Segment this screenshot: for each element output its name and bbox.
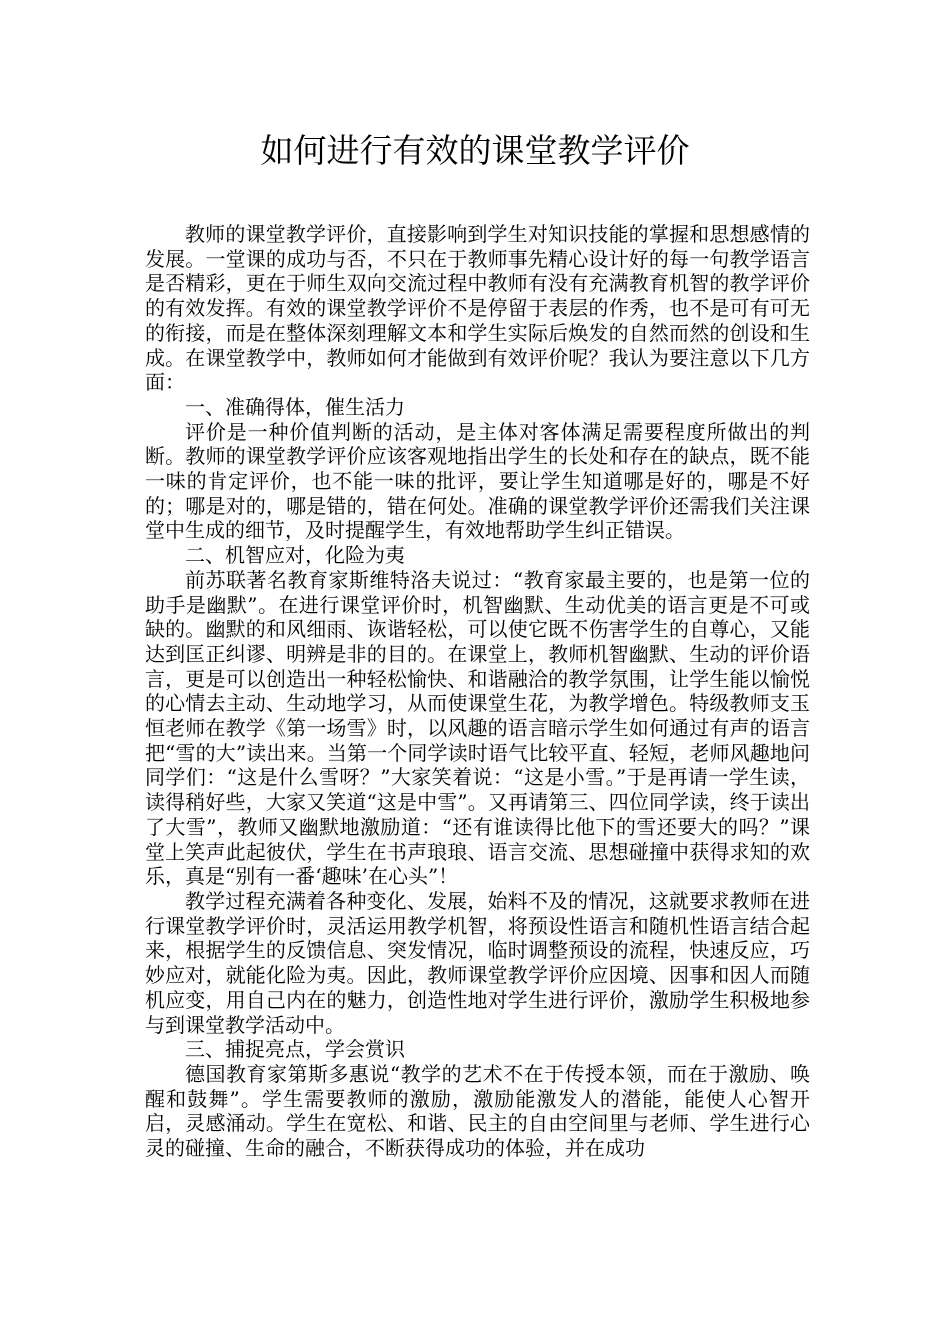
document-title: 如何进行有效的课堂教学评价 [260,131,690,170]
section-heading-1: 一、准确得体，催生活力 [185,394,405,419]
section-1-paragraph: 评价是一种价值判断的活动，是主体对客体满足需要程度所做出的判断。教师的课堂教学评价应该客观地指出学生的长处和存在的缺点，既不能一味的肯定评价，也不能一味的批评，要让学生知道哪是好的，哪是不好的；哪是对的，哪是错的，错在何处。准确的课堂教学评价还需我们关注课堂中生成的细节，及时提醒学生，有效地帮助学生纠正错误。 [145,419,810,543]
section-3-paragraph: 德国教育家第斯多惠说“教学的艺术不在于传授本领，而在于激励、唤醒和鼓舞”。学生需要教师的激励，激励能激发人的潜能，能使人心智开启，灵感涌动。学生在宽松、和谐、民主的自由空间里与老师、学生进行心灵的碰撞、生命的融合，不断获得成功的体验，并在成功 [145,1061,810,1161]
section-heading-3: 三、捕捉亮点，学会赏识 [185,1037,405,1062]
intro-paragraph: 教师的课堂教学评价，直接影响到学生对知识技能的掌握和思想感情的发展。一堂课的成功与否，不只在于教师事先精心设计好的每一句教学语言是否精彩，更在于师生双向交流过程中教师有没有充满教育机智的教学评价的有效发挥。有效的课堂教学评价不是停留于表层的作秀，也不是可有可无的衔接，而是在整体深刻理解文本和学生实际后焕发的自然而然的创设和生成。在课堂教学中，教师如何才能做到有效评价呢？我认为要注意以下几方面： [145,222,810,395]
section-2-paragraph-2: 教学过程充满着各种变化、发展，始料不及的情况，这就要求教师在进行课堂教学评价时，灵活运用教学机智，将预设性语言和随机性语言结合起来，根据学生的反馈信息、突发情况，临时调整预设的流程，快速反应，巧妙应对，就能化险为夷。因此，教师课堂教学评价应因境、因事和因人而随机应变，用自己内在的魅力，创造性地对学生进行评价，激励学生积极地参与到课堂教学活动中。 [145,888,810,1037]
document-body [145,222,810,1161]
section-heading-2: 二、机智应对，化险为夷 [185,543,405,568]
section-2-paragraph-1: 前苏联著名教育家斯维特洛夫说过：“教育家最主要的，也是第一位的助手是幽默”。在进行课堂评价时，机智幽默、生动优美的语言更是不可或缺的。幽默的和风细雨、诙谐轻松，可以使它既不伤害学生的自尊心，又能达到匡正纠谬、明辨是非的目的。在课堂上，教师机智幽默、生动的评价语言，更是可以创造出一种轻松愉快、和谐融洽的教学氛围，让学生能以愉悦的心情去主动、生动地学习，从而使课堂生花，为教学增色。特级教师支玉恒老师在教学《第一场雪》时，以风趣的语言暗示学生如何通过有声的语言把“雪的大”读出来。当第一个同学读时语气比较平直、轻短，老师风趣地问同学们：“这是什么雪呀？”大家笑着说：“这是小雪。”于是再请一学生读，读得稍好些，大家又笑道“这是中雪”。又再请第三、四位同学读，终于读出了大雪”，教师又幽默地激励道：“还有谁读得比他下的雪还要大的吗？”课堂上笑声此起彼伏，学生在书声琅琅、语言交流、思想碰撞中获得求知的欢乐，真是“别有一番‘趣味’在心头”！ [145,567,810,889]
